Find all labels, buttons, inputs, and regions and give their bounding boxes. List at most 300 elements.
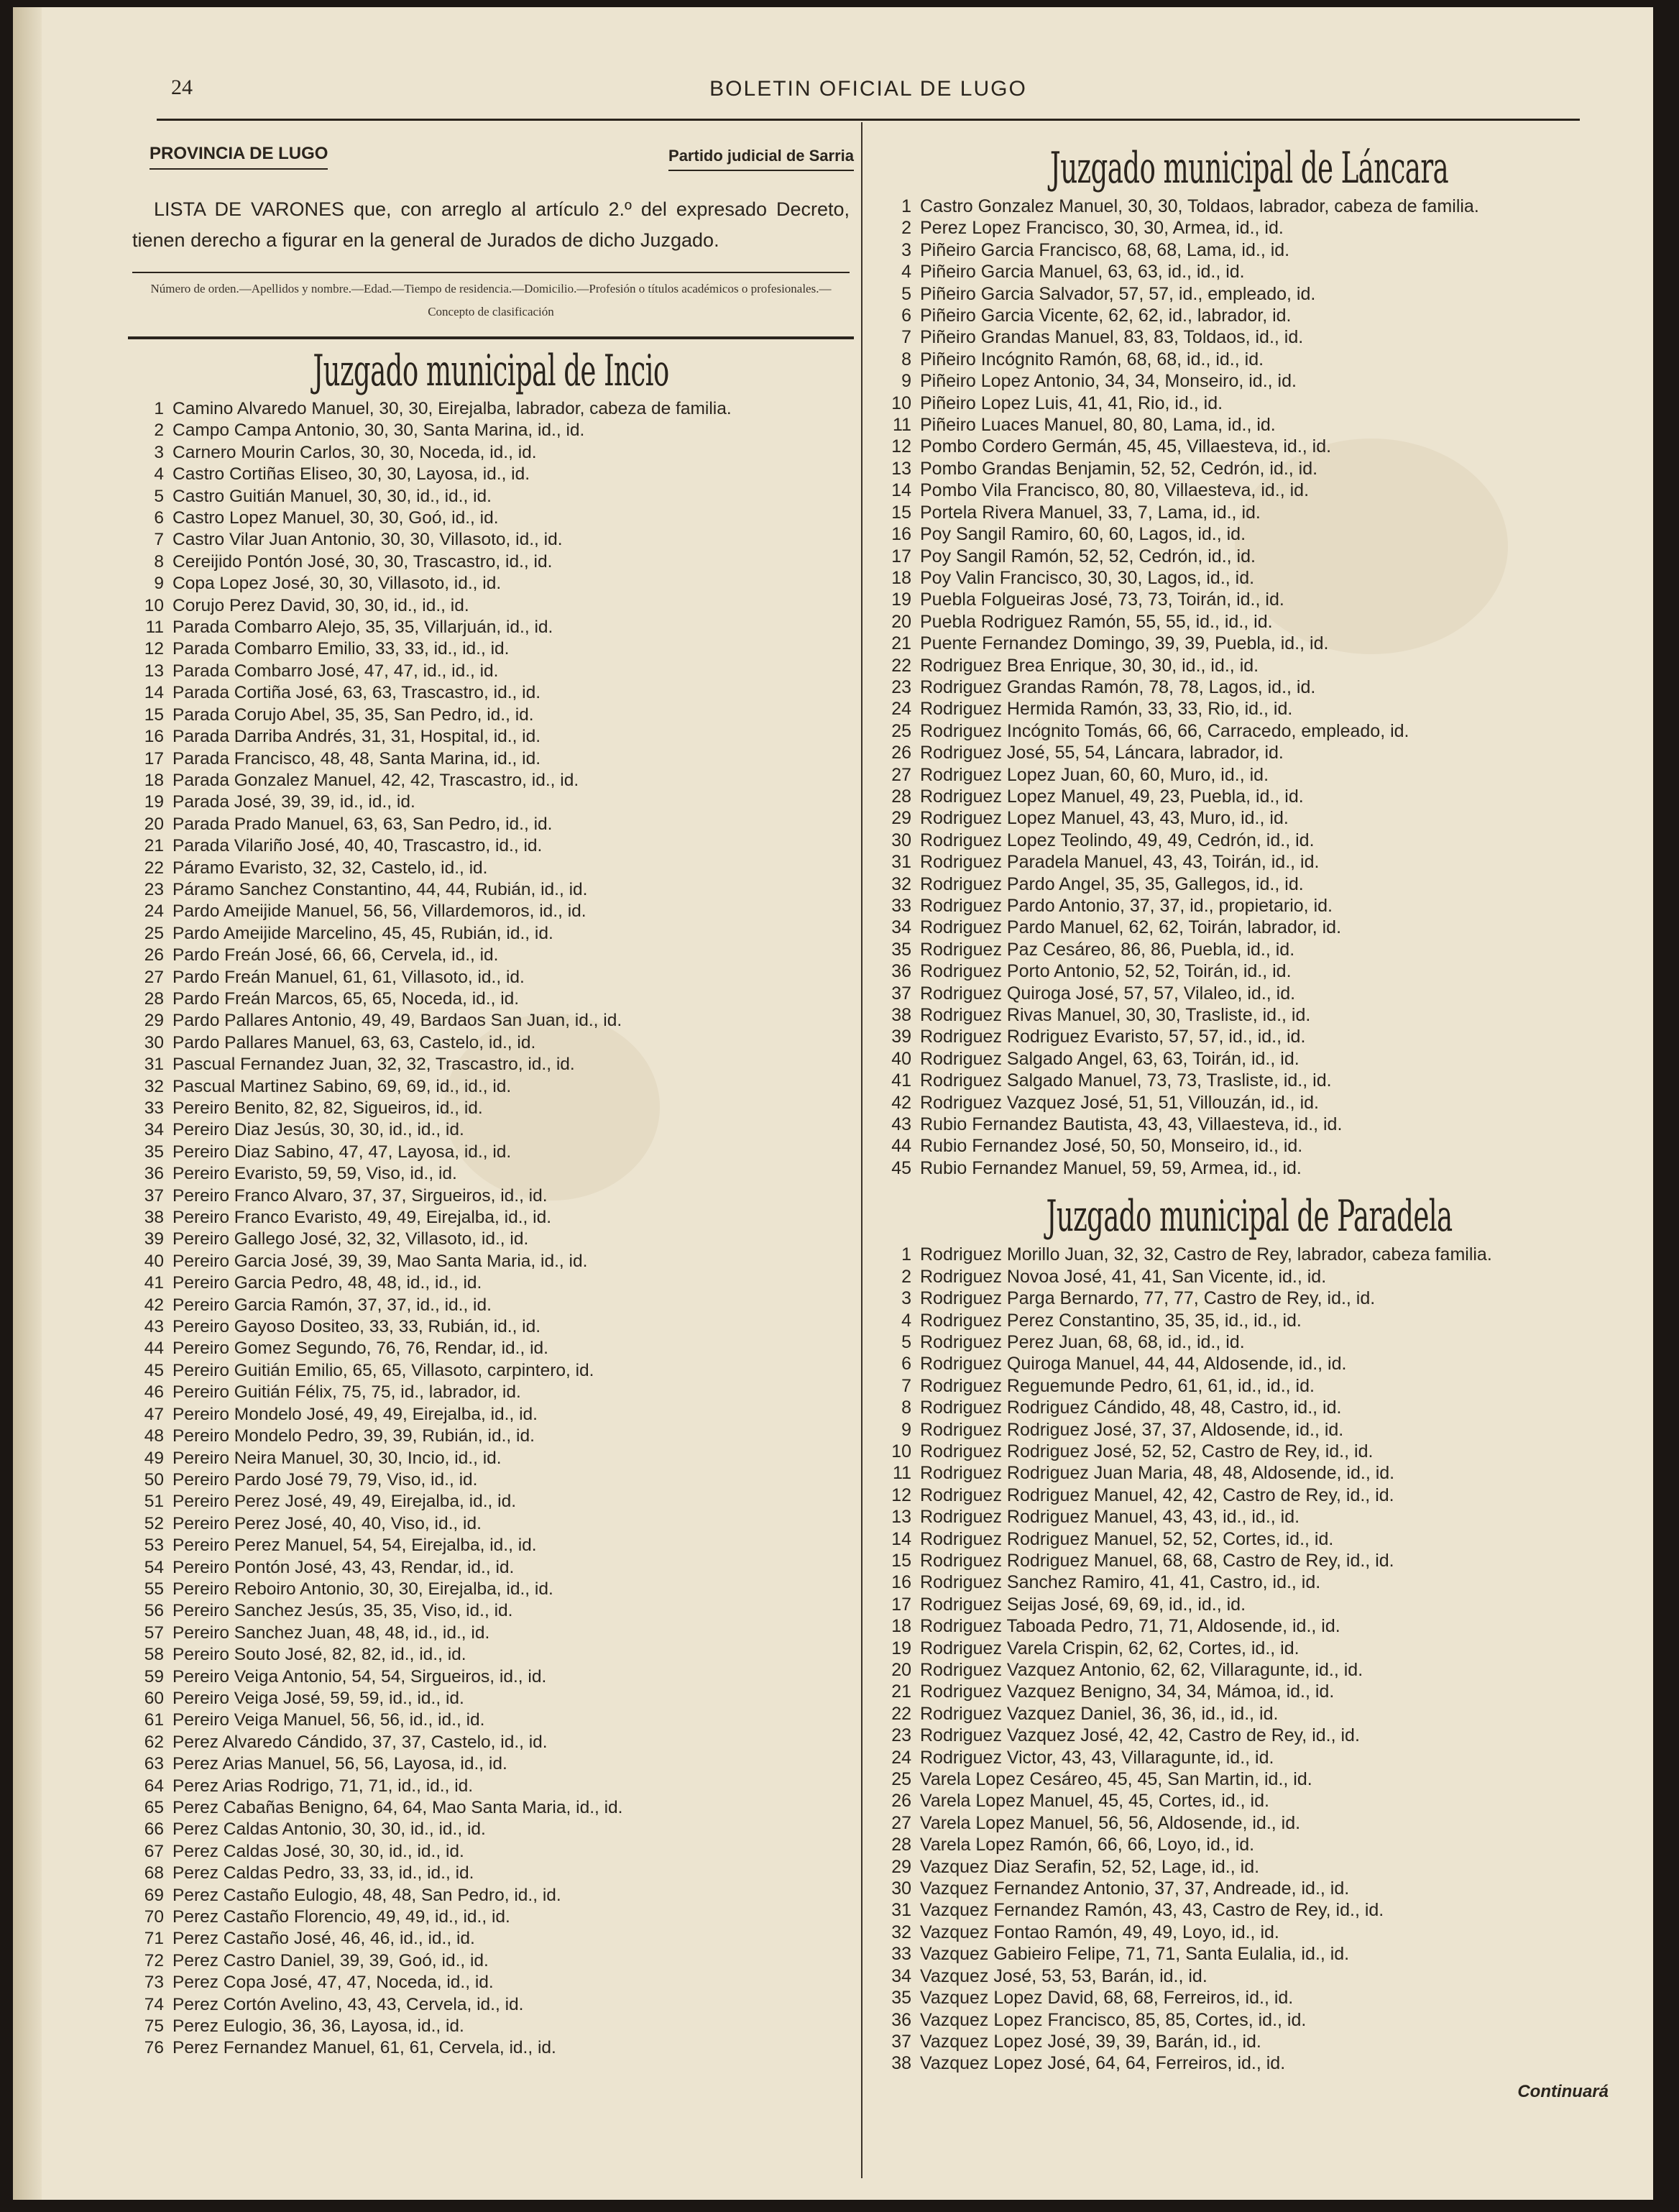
juror-entry	[875, 1157, 1623, 1179]
entry-text: Pereiro Souto José, 82, 82, id., id., id.	[172, 1645, 466, 1665]
entry-number: 76	[144, 2038, 164, 2058]
entry-number: 14	[144, 683, 164, 703]
entry-text: Rodriguez Rodriguez Manuel, 42, 42, Castro de Rey, id., id.	[920, 1484, 1394, 1505]
entry-number: 34	[144, 1120, 164, 1140]
entry-number: 27	[144, 967, 164, 987]
entry-text: Rubio Fernandez Bautista, 43, 43, Villaesteva, id., id.	[920, 1114, 1343, 1135]
juror-entry	[128, 1666, 854, 1688]
entry-number: 36	[891, 2009, 911, 2030]
juror-entry	[875, 895, 1623, 917]
entry-text: Rodriguez Novoa José, 41, 41, San Vicente, id., id.	[920, 1266, 1327, 1287]
entry-number: 19	[144, 792, 164, 812]
juror-entry	[128, 638, 854, 660]
entry-number: 32	[891, 873, 911, 894]
juror-entry	[128, 1491, 854, 1513]
juror-entry	[128, 1928, 854, 1950]
entry-number: 30	[144, 1032, 164, 1052]
entry-number: 8	[901, 1398, 911, 1418]
juror-entry	[875, 1922, 1623, 1943]
entry-number: 22	[144, 858, 164, 878]
entry-number: 45	[891, 1157, 911, 1178]
entry-number: 8	[154, 551, 164, 572]
juror-entry	[128, 1797, 854, 1819]
entry-text: Pereiro Gayoso Dositeo, 33, 33, Rubián, id., id.	[172, 1317, 541, 1337]
entry-number: 24	[891, 1747, 911, 1768]
entry-number: 11	[893, 415, 911, 436]
juror-entry	[128, 1994, 854, 2016]
entry-number: 13	[891, 1507, 911, 1528]
entry-number: 17	[891, 1594, 911, 1615]
entry-text: Pereiro Diaz Jesús, 30, 30, id., id., id.	[172, 1120, 464, 1140]
entry-text: Pereiro Sanchez Jesús, 35, 35, Viso, id., id.	[172, 1601, 513, 1621]
entry-number: 71	[144, 1929, 164, 1949]
juror-entry	[875, 1856, 1623, 1878]
entry-text: Piñeiro Garcia Francisco, 68, 68, Lama, id., id.	[920, 239, 1290, 260]
entry-text: Pascual Martinez Sabino, 69, 69, id., id., id.	[172, 1076, 512, 1096]
juror-entry	[128, 1295, 854, 1316]
entry-text: Varela Lopez Manuel, 45, 45, Cortes, id., id.	[920, 1791, 1269, 1812]
entry-number: 16	[891, 524, 911, 545]
entry-number: 36	[891, 961, 911, 982]
juror-entry	[875, 786, 1623, 807]
entry-number: 25	[891, 720, 911, 741]
entry-number: 15	[891, 502, 911, 523]
juror-entry	[875, 1943, 1623, 1965]
entry-number: 21	[891, 1681, 911, 1702]
entry-text: Pereiro Gomez Segundo, 76, 76, Rendar, id., id.	[172, 1339, 548, 1359]
juror-entry	[875, 655, 1623, 676]
juror-entry	[875, 830, 1623, 851]
entry-number: 59	[144, 1666, 164, 1686]
juror-entry	[875, 1004, 1623, 1026]
juror-entry	[875, 983, 1623, 1004]
entry-text: Rodriguez Paz Cesáreo, 86, 86, Puebla, id., id.	[920, 939, 1295, 960]
entry-text: Rodriguez Vazquez José, 51, 51, Villouzán, id., id.	[920, 1092, 1319, 1113]
entry-number: 7	[901, 327, 911, 348]
entry-number: 74	[144, 1994, 164, 2014]
entry-text: Rodriguez Perez Juan, 68, 68, id., id., id.	[920, 1331, 1245, 1352]
juror-entry	[875, 2009, 1623, 2031]
juror-entry	[128, 1600, 854, 1622]
juror-entry	[875, 1571, 1623, 1593]
entry-number: 26	[891, 743, 911, 763]
juror-entry	[875, 523, 1623, 545]
juror-entry	[128, 1535, 854, 1556]
province-label: PROVINCIA DE LUGO	[150, 144, 328, 170]
entry-text: Rodriguez Lopez Juan, 60, 60, Muro, id., id.	[920, 764, 1269, 785]
entry-text: Vazquez José, 53, 53, Barán, id., id.	[920, 1965, 1208, 1986]
juror-entry	[875, 1987, 1623, 2009]
entry-text: Pereiro Guitián Emilio, 65, 65, Villasoto, carpintero, id.	[172, 1360, 594, 1380]
juror-entry	[128, 967, 854, 988]
juror-entry	[128, 1753, 854, 1775]
entry-text: Parada Combarro José, 47, 47, id., id., id.	[172, 661, 499, 681]
entry-number: 17	[891, 546, 911, 566]
juror-entry	[128, 1841, 854, 1863]
entry-text: Rodriguez Salgado Angel, 63, 63, Toirán, id., id.	[920, 1048, 1300, 1069]
juror-entry	[128, 1207, 854, 1229]
juror-entry	[128, 1579, 854, 1600]
column-divider	[861, 122, 862, 2178]
entry-number: 7	[901, 1375, 911, 1396]
juror-entry	[875, 1812, 1623, 1834]
entry-number: 4	[901, 1310, 911, 1331]
entry-number: 17	[144, 748, 164, 768]
entry-number: 38	[891, 1005, 911, 1026]
entry-number: 10	[891, 393, 911, 413]
juror-entry	[128, 879, 854, 901]
juror-entry	[128, 1863, 854, 1884]
juror-entry	[875, 851, 1623, 873]
juror-entry	[128, 508, 854, 529]
entry-text: Rodriguez Pardo Manuel, 62, 62, Toirán, labrador, id.	[920, 917, 1342, 938]
juror-entry	[128, 617, 854, 638]
entry-number: 48	[144, 1426, 164, 1446]
entry-number: 10	[144, 595, 164, 615]
juror-entry	[875, 217, 1623, 239]
juror-entry	[128, 398, 854, 420]
juror-entry	[875, 502, 1623, 523]
entry-text: Pereiro Veiga Manuel, 56, 56, id., id., id.	[172, 1710, 485, 1730]
entry-text: Pereiro Mondelo Pedro, 39, 39, Rubián, id., id.	[172, 1426, 535, 1446]
left-column	[128, 137, 854, 2060]
entry-text: Parada Cortiña José, 63, 63, Trascastro, id., id.	[172, 683, 541, 703]
juror-entry	[128, 1229, 854, 1250]
entry-number: 9	[154, 574, 164, 594]
entry-number: 14	[891, 480, 911, 501]
juror-entry	[875, 305, 1623, 326]
entry-number: 13	[144, 661, 164, 681]
juror-entry	[875, 1484, 1623, 1506]
entry-number: 37	[891, 983, 911, 1004]
juror-entry	[875, 1375, 1623, 1397]
entry-text: Perez Castro Daniel, 39, 39, Goó, id., id.	[172, 1950, 489, 1970]
entry-text: Perez Castaño José, 46, 46, id., id., id.	[172, 1929, 475, 1949]
entry-number: 25	[891, 1769, 911, 1790]
entry-text: Camino Alvaredo Manuel, 30, 30, Eirejalba, labrador, cabeza de familia.	[172, 399, 732, 418]
entry-text: Parada José, 39, 39, id., id., id.	[172, 792, 415, 812]
juror-entry	[128, 1316, 854, 1338]
entry-text: Pereiro Sanchez Juan, 48, 48, id., id., id.	[172, 1623, 490, 1643]
entry-number: 57	[144, 1623, 164, 1643]
entry-number: 47	[144, 1404, 164, 1424]
juror-entry	[128, 901, 854, 922]
juror-entry	[128, 1513, 854, 1535]
entry-number: 30	[891, 830, 911, 850]
entry-number: 65	[144, 1798, 164, 1817]
entry-number: 29	[891, 1856, 911, 1877]
entry-number: 27	[891, 764, 911, 785]
juror-entry	[128, 1426, 854, 1447]
entry-text: Rodriguez Pardo Antonio, 37, 37, id., propietario, id.	[920, 896, 1333, 916]
entry-number: 6	[901, 1354, 911, 1375]
entry-text: Rodriguez Quiroga José, 57, 57, Vilaleo, id., id.	[920, 983, 1296, 1004]
juror-entry	[128, 1119, 854, 1141]
juror-entry	[875, 436, 1623, 457]
entry-text: Campo Campa Antonio, 30, 30, Santa Marina, id., id.	[172, 421, 585, 441]
juror-entry	[128, 1338, 854, 1359]
entry-text: Parada Corujo Abel, 35, 35, San Pedro, id., id.	[172, 705, 534, 725]
entry-number: 16	[144, 727, 164, 747]
juror-entry	[128, 2037, 854, 2059]
entry-text: Perez Caldas Antonio, 30, 30, id., id., id.	[172, 1819, 486, 1840]
entry-number: 62	[144, 1732, 164, 1752]
entry-number: 12	[144, 639, 164, 659]
entry-number: 33	[891, 1944, 911, 1965]
entry-number: 33	[144, 1098, 164, 1118]
entry-text: Pereiro Garcia Pedro, 48, 48, id., id., id.	[172, 1273, 482, 1293]
entry-text: Poy Sangil Ramón, 52, 52, Cedrón, id., id.	[920, 546, 1256, 566]
entry-number: 39	[891, 1027, 911, 1047]
entry-text: Rodriguez Porto Antonio, 52, 52, Toirán, id., id.	[920, 961, 1292, 982]
juror-entry	[128, 1360, 854, 1382]
juror-entry	[128, 551, 854, 573]
juror-entry	[875, 370, 1623, 392]
juror-list-incio	[128, 398, 854, 2060]
entry-text: Rodriguez José, 55, 54, Láncara, labrador, id.	[920, 743, 1284, 763]
juror-entry	[875, 1638, 1623, 1659]
page-spine	[13, 7, 42, 2200]
entry-text: Rodriguez Salgado Manuel, 73, 73, Trasliste, id., id.	[920, 1070, 1332, 1091]
juror-entry	[128, 1382, 854, 1403]
entry-text: Parada Darriba Andrés, 31, 31, Hospital, id., id.	[172, 727, 541, 747]
entry-number: 8	[901, 349, 911, 370]
entry-text: Páramo Evaristo, 32, 32, Castelo, id., id.	[172, 858, 488, 878]
juror-entry	[875, 1244, 1623, 1265]
juror-entry	[128, 858, 854, 879]
entry-text: Castro Cortiñas Eliseo, 30, 30, Layosa, id., id.	[172, 464, 530, 485]
entry-number: 55	[144, 1579, 164, 1599]
entry-number: 36	[144, 1164, 164, 1184]
entry-text: Pardo Pallares Antonio, 49, 49, Bardaos San Juan, id., id.	[172, 1011, 622, 1031]
juror-entry	[875, 676, 1623, 698]
juror-entry	[128, 814, 854, 835]
juror-entry	[875, 1441, 1623, 1462]
entry-text: Perez Eulogio, 36, 36, Layosa, id., id.	[172, 2016, 464, 2037]
entry-number: 11	[893, 1463, 911, 1484]
juror-entry	[128, 1819, 854, 1840]
court-title-lancara: Juzgado municipal de Láncara	[1049, 143, 1449, 193]
entry-text: Rodriguez Grandas Ramón, 78, 78, Lagos, id., id.	[920, 676, 1316, 697]
entry-number: 44	[891, 1136, 911, 1157]
entry-number: 67	[144, 1841, 164, 1861]
publication-title: BOLETIN OFICIAL DE LUGO	[709, 77, 1027, 101]
entry-text: Rodriguez Pardo Angel, 35, 35, Gallegos, id., id.	[920, 873, 1304, 894]
entry-text: Pereiro Perez Manuel, 54, 54, Eirejalba, id., id.	[172, 1536, 537, 1556]
entry-text: Varela Lopez Cesáreo, 45, 45, San Martin, id., id.	[920, 1769, 1312, 1790]
entry-text: Piñeiro Lopez Luis, 41, 41, Rio, id., id.	[920, 393, 1223, 413]
entry-number: 24	[891, 699, 911, 720]
entry-number: 44	[144, 1339, 164, 1359]
entry-text: Rodriguez Seijas José, 69, 69, id., id., id.	[920, 1594, 1246, 1615]
entry-text: Pereiro Veiga Antonio, 54, 54, Sirgueiros, id., id.	[172, 1666, 547, 1686]
juror-entry	[128, 1950, 854, 1972]
juror-entry	[128, 573, 854, 595]
juror-entry	[128, 420, 854, 441]
juror-entry	[875, 720, 1623, 742]
entry-text: Pardo Ameijide Marcelino, 45, 45, Rubián, id., id.	[172, 923, 553, 943]
entry-text: Rodriguez Rodriguez Evaristo, 57, 57, id., id., id.	[920, 1027, 1306, 1047]
entry-text: Pardo Freán Manuel, 61, 61, Villasoto, id., id.	[172, 967, 525, 987]
entry-number: 15	[144, 705, 164, 725]
juror-entry	[875, 764, 1623, 786]
section-divider	[128, 336, 854, 339]
entry-text: Rodriguez Paradela Manuel, 43, 43, Toirán, id., id.	[920, 852, 1320, 873]
entry-number: 3	[901, 1288, 911, 1309]
entry-text: Poy Valin Francisco, 30, 30, Lagos, id., id.	[920, 567, 1255, 588]
entry-text: Rodriguez Varela Crispin, 62, 62, Cortes, id., id.	[920, 1638, 1300, 1658]
juror-entry	[875, 1419, 1623, 1441]
juror-entry	[875, 2031, 1623, 2052]
entry-number: 19	[891, 589, 911, 610]
entry-text: Rodriguez Rodriguez Cándido, 48, 48, Castro, id., id.	[920, 1398, 1342, 1418]
entry-number: 3	[901, 239, 911, 260]
entry-text: Rodriguez Vazquez Antonio, 62, 62, Villaragunte, id., id.	[920, 1660, 1363, 1680]
juror-entry	[128, 1142, 854, 1163]
entry-number: 3	[154, 442, 164, 462]
juror-entry	[128, 682, 854, 704]
entry-text: Rodriguez Reguemunde Pedro, 61, 61, id., id., id.	[920, 1375, 1315, 1396]
entry-number: 38	[144, 1208, 164, 1228]
entry-number: 75	[144, 2016, 164, 2037]
juror-entry	[128, 1776, 854, 1797]
juror-entry	[875, 261, 1623, 283]
juror-entry	[875, 414, 1623, 436]
entry-number: 22	[891, 1703, 911, 1724]
entry-text: Parada Combarro Emilio, 33, 33, id., id., id.	[172, 639, 510, 659]
juror-entry	[128, 988, 854, 1010]
entry-number: 26	[144, 945, 164, 965]
entry-text: Vazquez Lopez José, 39, 39, Barán, id., id.	[920, 2031, 1261, 2052]
juror-entry	[875, 546, 1623, 567]
entry-number: 40	[144, 1251, 164, 1271]
newspaper-page	[13, 7, 1653, 2200]
entry-number: 15	[891, 1550, 911, 1571]
entry-number: 43	[144, 1317, 164, 1337]
entry-number: 72	[144, 1950, 164, 1970]
juror-entry	[128, 1076, 854, 1098]
entry-number: 6	[154, 508, 164, 528]
entry-text: Pereiro Franco Evaristo, 49, 49, Eirejalba, id., id.	[172, 1208, 552, 1228]
entry-text: Perez Cortón Avelino, 43, 43, Cervela, id., id.	[172, 1994, 524, 2014]
entry-number: 53	[144, 1536, 164, 1556]
juror-entry	[875, 873, 1623, 895]
entry-text: Rubio Fernandez Manuel, 59, 59, Armea, id., id.	[920, 1157, 1302, 1178]
juror-entry	[875, 1397, 1623, 1418]
entry-number: 37	[891, 2031, 911, 2052]
entry-text: Pereiro Pontón José, 43, 43, Rendar, id., id.	[172, 1557, 515, 1577]
entry-text: Parada Vilariño José, 40, 40, Trascastro, id., id.	[172, 836, 543, 856]
juror-entry	[875, 1878, 1623, 1899]
juror-entry	[875, 479, 1623, 501]
entry-text: Perez Fernandez Manuel, 61, 61, Cervela, id., id.	[172, 2038, 556, 2058]
entry-text: Varela Lopez Manuel, 56, 56, Aldosende, id., id.	[920, 1812, 1301, 1833]
juror-entry	[875, 1615, 1623, 1637]
entry-number: 2	[901, 1266, 911, 1287]
entry-text: Corujo Perez David, 30, 30, id., id., id.	[172, 595, 469, 615]
juror-entry	[128, 464, 854, 485]
entry-text: Parada Francisco, 48, 48, Santa Marina, id., id.	[172, 748, 541, 768]
juror-entry	[128, 661, 854, 682]
entry-text: Perez Lopez Francisco, 30, 30, Armea, id., id.	[920, 218, 1284, 239]
juror-entry	[875, 1834, 1623, 1855]
entry-number: 29	[891, 808, 911, 829]
entry-text: Vazquez Gabieiro Felipe, 71, 71, Santa Eulalia, id., id.	[920, 1944, 1350, 1965]
juror-entry	[875, 349, 1623, 370]
entry-text: Rodriguez Lopez Manuel, 43, 43, Muro, id., id.	[920, 808, 1289, 829]
juror-entry	[875, 1114, 1623, 1135]
juror-entry	[875, 458, 1623, 479]
entry-text: Rodriguez Taboada Pedro, 71, 71, Aldosende, id., id.	[920, 1616, 1340, 1637]
entry-number: 54	[144, 1557, 164, 1577]
entry-text: Rodriguez Rivas Manuel, 30, 30, Trasliste, id., id.	[920, 1005, 1311, 1026]
juror-entry	[128, 1272, 854, 1294]
entry-number: 9	[901, 1419, 911, 1440]
entry-number: 18	[144, 770, 164, 790]
juror-entry	[128, 1032, 854, 1054]
juror-entry	[875, 1135, 1623, 1157]
juror-entry	[128, 1010, 854, 1032]
entry-text: Perez Caldas José, 30, 30, id., id., id.	[172, 1841, 464, 1861]
entry-number: 68	[144, 1863, 164, 1883]
juror-entry	[128, 2016, 854, 2037]
entry-number: 22	[891, 655, 911, 676]
entry-text: Rodriguez Vazquez Daniel, 36, 36, id., id., id.	[920, 1703, 1279, 1724]
entry-text: Vazquez Lopez José, 64, 64, Ferreiros, id., id.	[920, 2053, 1286, 2074]
juror-entry	[875, 1681, 1623, 1702]
juror-entry	[875, 1462, 1623, 1484]
juror-entry	[875, 196, 1623, 217]
entry-text: Perez Cabañas Benigno, 64, 64, Mao Santa Maria, id., id.	[172, 1798, 623, 1817]
juror-entry	[875, 239, 1623, 261]
entry-text: Rodriguez Rodriguez Manuel, 43, 43, id., id., id.	[920, 1507, 1300, 1528]
entry-text: Rodriguez Lopez Teolindo, 49, 49, Cedrón, id., id.	[920, 830, 1315, 850]
juror-entry	[875, 939, 1623, 960]
entry-text: Rodriguez Rodriguez Manuel, 52, 52, Cortes, id., id.	[920, 1528, 1334, 1549]
entry-text: Castro Gonzalez Manuel, 30, 30, Toldaos, labrador, cabeza de familia.	[920, 196, 1479, 216]
juror-entry	[128, 923, 854, 945]
entry-number: 28	[891, 786, 911, 807]
entry-number: 31	[891, 852, 911, 873]
juror-entry	[875, 1550, 1623, 1571]
juror-entry	[875, 589, 1623, 610]
juror-entry	[875, 2052, 1623, 2074]
entry-text: Pereiro Perez José, 49, 49, Eirejalba, id., id.	[172, 1492, 517, 1512]
juror-entry	[128, 1054, 854, 1075]
entry-text: Puebla Rodriguez Ramón, 55, 55, id., id., id.	[920, 611, 1273, 632]
entry-text: Pereiro Veiga José, 59, 59, id., id., id.	[172, 1688, 464, 1708]
entry-text: Rodriguez Incógnito Tomás, 66, 66, Carracedo, empleado, id.	[920, 720, 1409, 741]
entry-number: 25	[144, 923, 164, 943]
entry-number: 11	[145, 618, 164, 638]
entry-text: Piñeiro Grandas Manuel, 83, 83, Toldaos, id., id.	[920, 327, 1304, 348]
entry-number: 39	[144, 1229, 164, 1249]
entry-number: 50	[144, 1469, 164, 1490]
entry-text: Pardo Freán Marcos, 65, 65, Noceda, id., id.	[172, 988, 520, 1009]
entry-number: 64	[144, 1776, 164, 1796]
entry-text: Pereiro Gallego José, 32, 32, Villasoto, id., id.	[172, 1229, 529, 1249]
entry-text: Pombo Grandas Benjamin, 52, 52, Cedrón, id., id.	[920, 458, 1318, 479]
entry-text: Pereiro Mondelo José, 49, 49, Eirejalba, id., id.	[172, 1404, 538, 1424]
juror-entry	[128, 1469, 854, 1491]
entry-number: 14	[891, 1528, 911, 1549]
entry-text: Piñeiro Luaces Manuel, 80, 80, Lama, id., id.	[920, 415, 1276, 436]
entry-text: Rubio Fernandez José, 50, 50, Monseiro, id., id.	[920, 1136, 1303, 1157]
entry-number: 35	[891, 939, 911, 960]
juror-entry	[875, 1506, 1623, 1528]
entry-number: 40	[891, 1048, 911, 1069]
entry-number: 20	[891, 611, 911, 632]
